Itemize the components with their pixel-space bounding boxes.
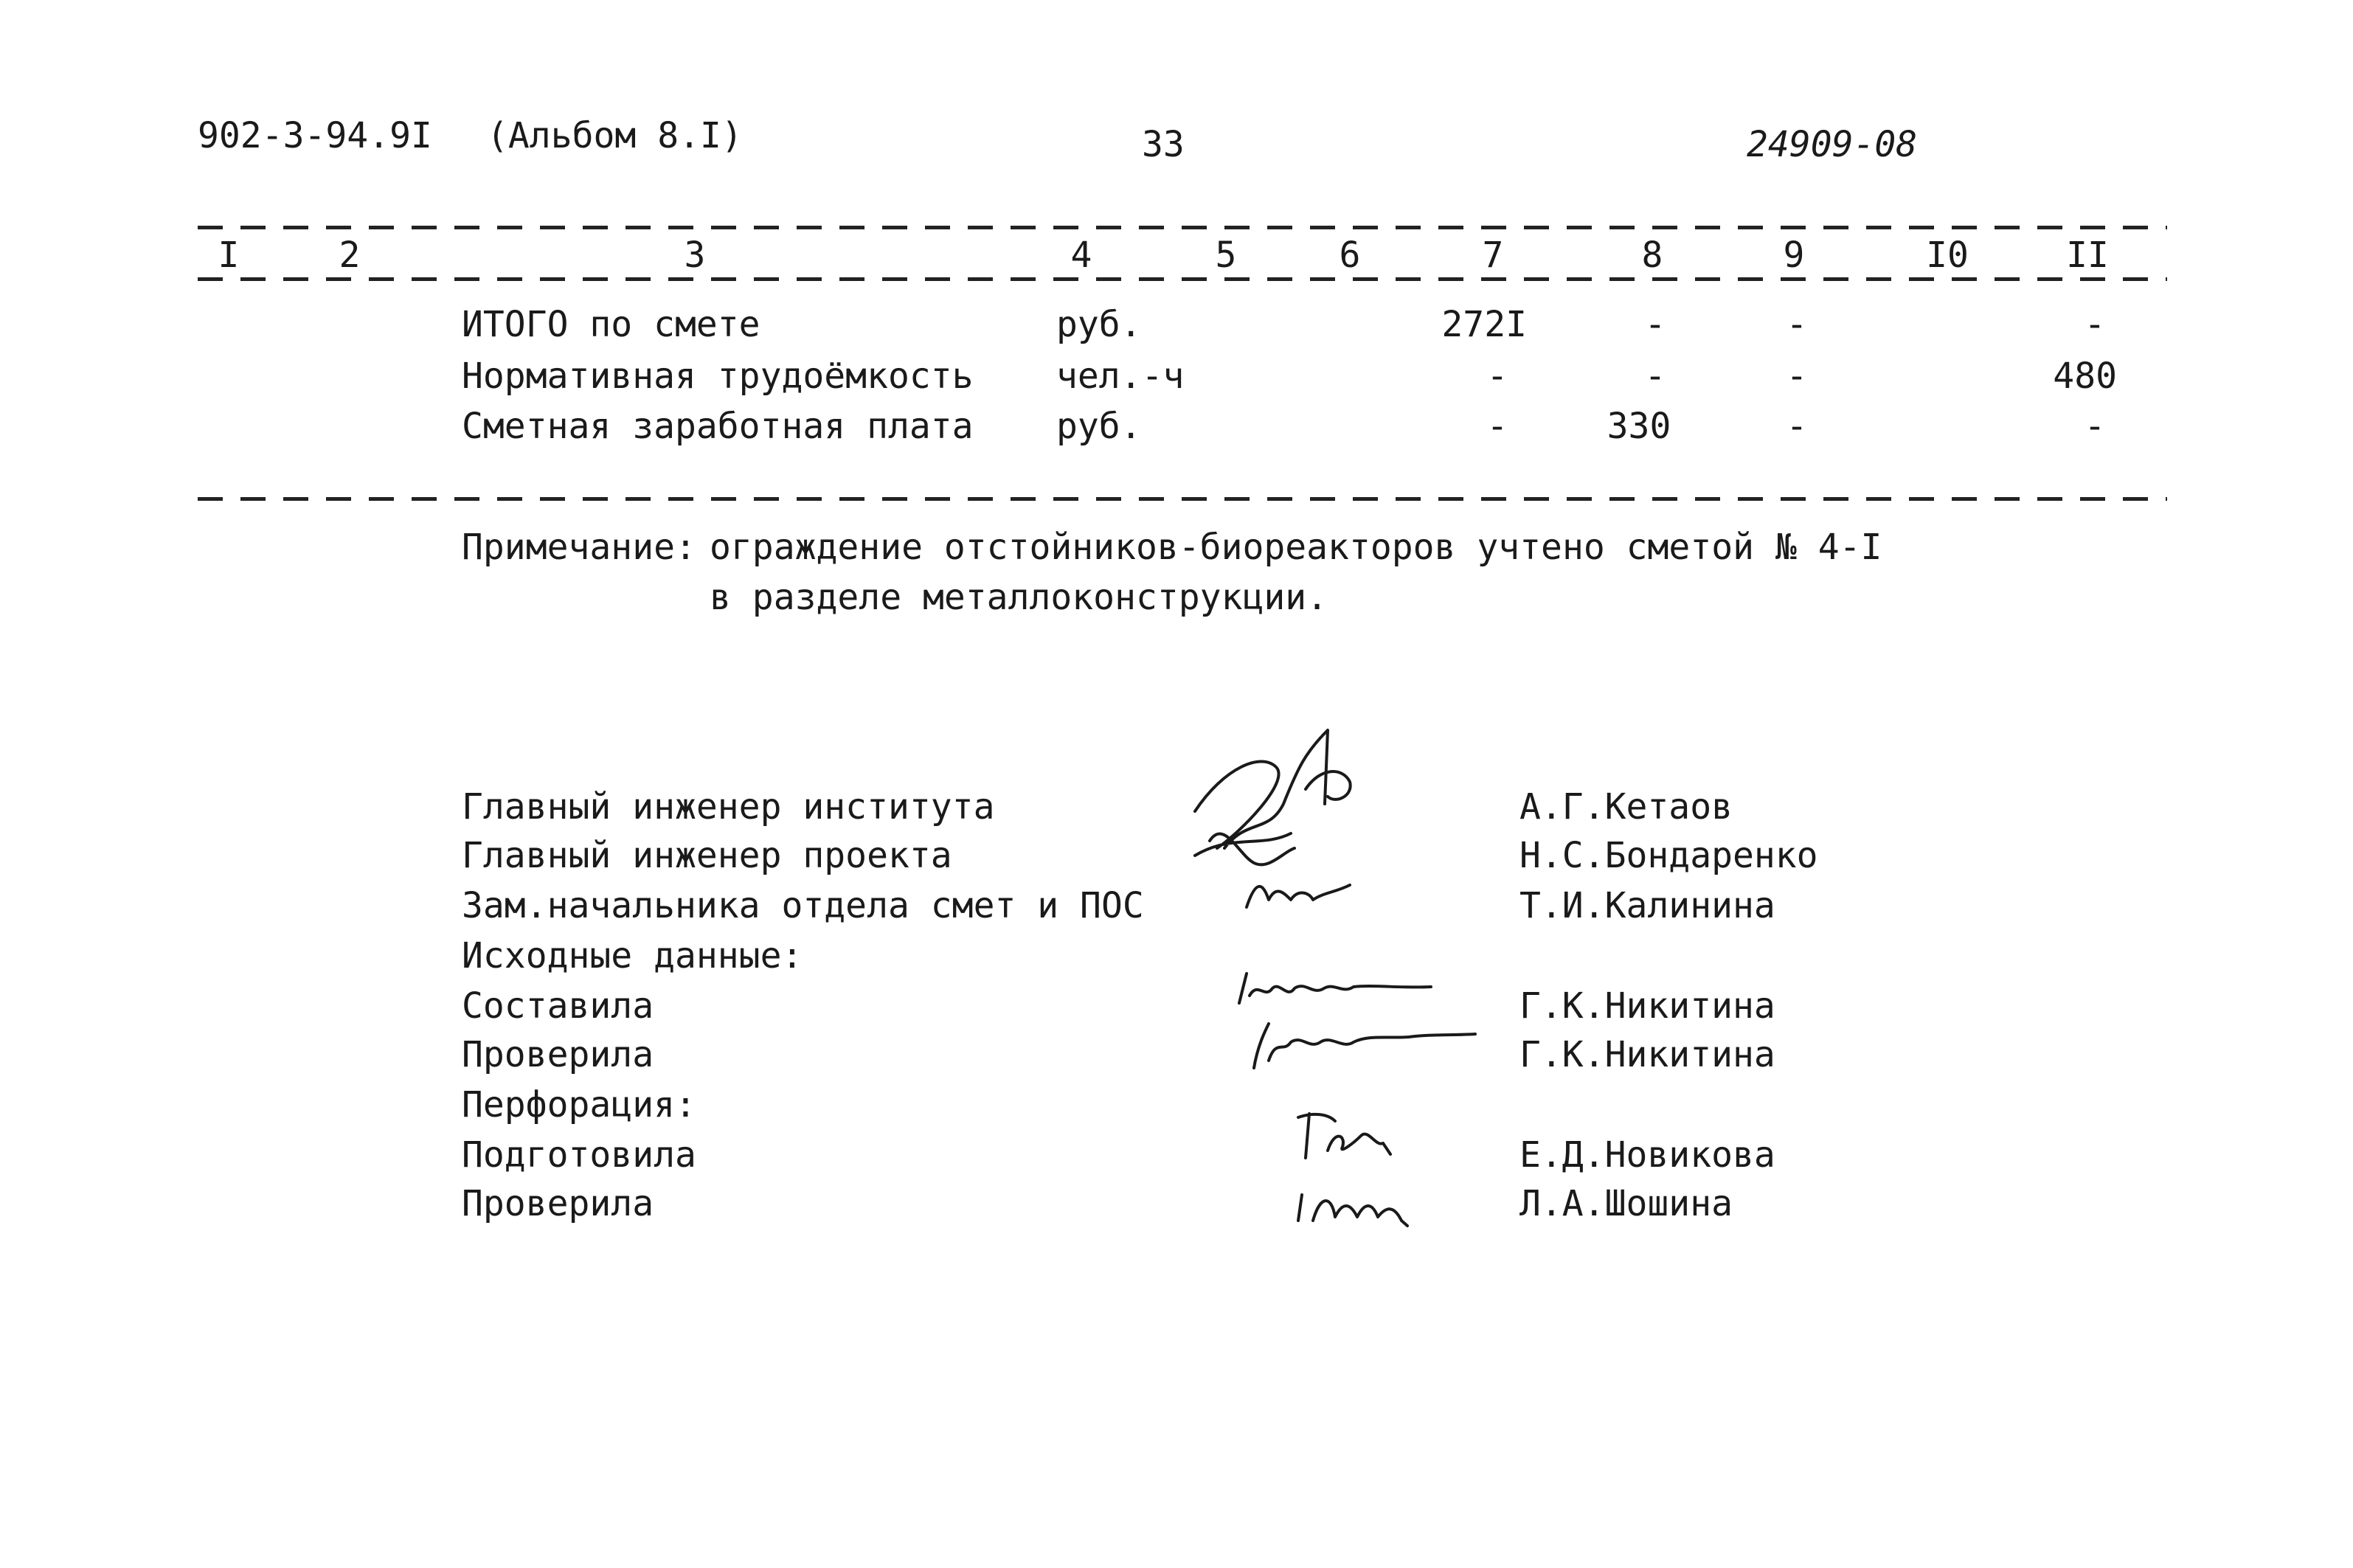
signature-name: Т.И.Калинина <box>1519 885 1775 926</box>
column-number: 6 <box>1339 235 1361 276</box>
signature-name: Г.К.Никитина <box>1519 985 1775 1027</box>
row-unit: чел.-ч <box>1056 355 1185 397</box>
column-number: 2 <box>339 235 361 276</box>
signature-role: Подготовила <box>462 1134 696 1176</box>
signature-role: Перфорация: <box>462 1084 696 1125</box>
row-col11: 480 <box>2053 355 2117 397</box>
handwritten-signature-chief-engineer <box>1180 723 1372 892</box>
row-col9: - <box>1786 355 1808 397</box>
handwritten-signature-novikova <box>1283 1106 1401 1165</box>
row-col8: - <box>1644 304 1666 345</box>
row-name: Сметная заработная плата <box>462 406 974 447</box>
inventory-number: 24909-08 <box>1747 124 1918 165</box>
signature-name: А.Г.Кетаов <box>1519 786 1733 828</box>
row-col7: 272I <box>1441 304 1527 345</box>
handwritten-signature-nikitina-1 <box>1224 966 1446 1010</box>
signature-role: Главный инженер института <box>462 786 995 828</box>
note-text-line1: ограждение отстойников-биореакторов учтено сметой № 4-I <box>710 527 1882 568</box>
row-col9: - <box>1786 406 1808 447</box>
column-number: 4 <box>1070 235 1092 276</box>
page-number: 33 <box>1142 124 1185 165</box>
handwritten-signature-shoshina <box>1291 1180 1416 1232</box>
row-unit: руб. <box>1056 406 1142 447</box>
album-label: (Альбом 8.I) <box>487 115 743 156</box>
signature-name: Н.С.Бондаренко <box>1519 835 1818 876</box>
column-number: II <box>2066 235 2109 276</box>
note-text-line2: в разделе металлоконструкции. <box>710 577 1328 618</box>
note-label: Примечание: <box>462 527 696 568</box>
column-number: 9 <box>1783 235 1805 276</box>
signature-role: Исходные данные: <box>462 935 803 976</box>
signature-name: Л.А.Шошина <box>1519 1183 1733 1224</box>
signature-role: Зам.начальника отдела смет и ПОС <box>462 885 1144 926</box>
row-name: ИТОГО по смете <box>462 304 760 345</box>
row-col9: - <box>1786 304 1808 345</box>
column-number: 5 <box>1215 235 1237 276</box>
row-col8: 330 <box>1607 406 1671 447</box>
row-col7: - <box>1486 355 1508 397</box>
column-number: 8 <box>1641 235 1663 276</box>
row-unit: руб. <box>1056 304 1142 345</box>
table-bottom-rule <box>198 497 2167 501</box>
document-code: 902-3-94.9I <box>198 115 432 156</box>
signature-role: Проверила <box>462 1034 654 1075</box>
signature-role: Составила <box>462 985 654 1027</box>
signature-name: Г.К.Никитина <box>1519 1034 1775 1075</box>
row-col11: - <box>2084 406 2106 447</box>
row-col7: - <box>1486 406 1508 447</box>
signature-role: Главный инженер проекта <box>462 835 952 876</box>
signature-role: Проверила <box>462 1183 654 1224</box>
row-name: Нормативная трудоёмкость <box>462 355 974 397</box>
handwritten-signature-kalinina <box>1239 870 1357 915</box>
column-number: I0 <box>1926 235 1969 276</box>
column-number: 3 <box>684 235 706 276</box>
table-header-rule <box>198 277 2167 281</box>
column-number: 7 <box>1482 235 1504 276</box>
column-number: I <box>218 235 240 276</box>
row-col11: - <box>2084 304 2106 345</box>
handwritten-signature-nikitina-2 <box>1239 1016 1483 1075</box>
table-top-rule <box>198 226 2167 229</box>
row-col8: - <box>1644 355 1666 397</box>
signature-name: Е.Д.Новикова <box>1519 1134 1775 1176</box>
